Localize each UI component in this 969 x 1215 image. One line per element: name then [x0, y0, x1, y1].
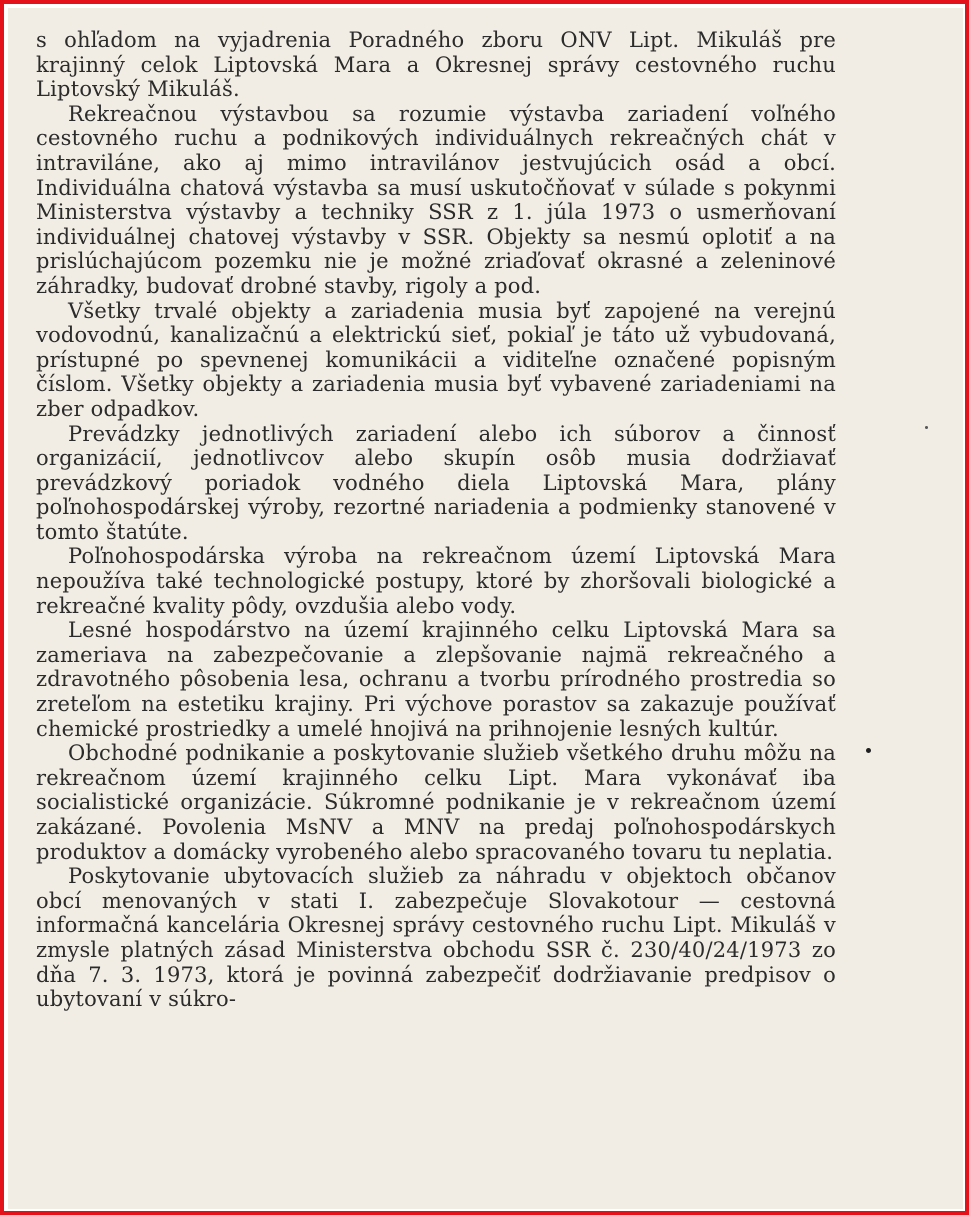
scanned-page — [8, 8, 963, 1209]
paragraph: Lesné hospodárstvo na území krajinného celku Liptovská Mara sa zameriava na zabezpečovanie a zlepšovanie najmä rekreačného a zdravotného pôsobenia lesa, ochranu a tvorbu prírodného prostredia so zreteľom na estetiku krajiny. Pri výchove porastov sa zakazuje používať chemické prostriedky a umelé hnojivá na prihnojenie lesných kultúr. — [36, 618, 836, 741]
paragraph: Rekreačnou výstavbou sa rozumie výstavba zariadení voľného cestovného ruchu a podnikových individuálnych rekreačných chát v intraviláne, ako aj mimo intravilánov jestvujúcich osád a obcí. Individuálna chatová výstavba sa musí uskutočňovať v súlade s pokynmi Ministerstva výstavby a techniky SSR z 1. júla 1973 o usmerňovaní individuálnej chatovej výstavby v SSR. Objekty sa nesmú oplotiť a na prislúchajúcom pozemku nie je možné zriaďovať okrasné a zeleninové záhradky, budovať drobné stavby, rigoly a pod. — [36, 101, 836, 298]
paragraph: Všetky trvalé objekty a zariadenia musia byť zapojené na verejnú vodovodnú, kanalizačnú a elektrickú sieť, pokiaľ je táto už vybudovaná, prístupné po spevnenej komunikácii a viditeľne označené popisným číslom. Všetky objekty a zariadenia musia byť vybavené zariadeniami na zber odpadkov. — [36, 298, 836, 421]
paragraph: s ohľadom na vyjadrenia Poradného zboru ONV Lipt. Mikuláš pre krajinný celok Liptovská Mara a Okresnej správy cestovného ruchu Liptovský Mikuláš. — [36, 28, 836, 102]
article-text — [36, 28, 836, 1012]
paragraph: Obchodné podnikanie a poskytovanie služieb všetkého druhu môžu na rekreačnom území krajinného celku Lipt. Mara vykonávať iba socialistické organizácie. Súkromné podnikanie je v rekreačnom území zakázané. Povolenia MsNV a MNV na predaj poľnohospodárskych produktov a domácky vyrobeného alebo spracovaného tovaru tu neplatia. — [36, 741, 836, 864]
ink-speck — [866, 748, 871, 753]
ink-speck — [925, 426, 928, 429]
paragraph: Prevádzky jednotlivých zariadení alebo ich súborov a činnosť organizácií, jednotlivcov alebo skupín osôb musia dodržiavať prevádzkový poriadok vodného diela Liptovská Mara, plány poľnohospodárskej výroby, rezortné nariadenia a podmienky stanovené v tomto štatúte. — [36, 421, 836, 544]
paragraph: Poľnohospodárska výroba na rekreačnom území Liptovská Mara nepoužíva také technologické postupy, ktoré by zhoršovali biologické a rekreačné kvality pôdy, ovzdušia alebo vody. — [36, 544, 836, 618]
paragraph: Poskytovanie ubytovacích služieb za náhradu v objektoch občanov obcí menovaných v stati I. zabezpečuje Slovakotour — cestovná informačná kancelária Okresnej správy cestovného ruchu Lipt. Mikuláš v zmysle platných zásad Ministerstva obchodu SSR č. 230/40/24/1973 zo dňa 7. 3. 1973, ktorá je povinná zabezpečiť dodržiavanie predpisov o ubytovaní v súkro- — [36, 864, 836, 1012]
